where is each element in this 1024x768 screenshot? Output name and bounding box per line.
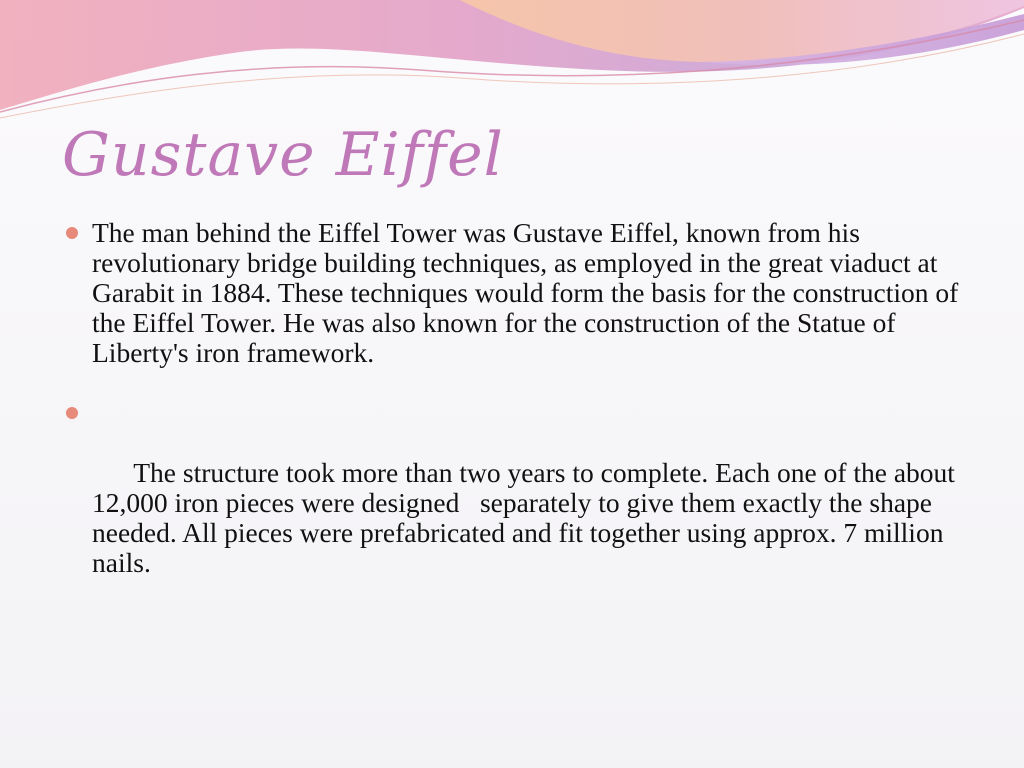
bullet-item	[64, 398, 974, 608]
bullet-text: The structure took more than two years to complete. Each one of the about 12,000 iron pieces were designed separately to give them exactly the shape needed. All pieces were prefabricated and fit together using approx. 7 million nails.	[92, 457, 962, 578]
bullet-item	[64, 218, 974, 368]
decorative-wave-banner	[0, 0, 1024, 130]
bullet-text: The man behind the Eiffel Tower was Gustave Eiffel, known from his revolutionary bridge building techniques, as employed in the great viaduct at Garabit in 1884. These techniques would form the basis for the construction of the Eiffel Tower. He was also known for the construction of the Statue of Liberty's iron framework.	[92, 217, 959, 368]
round-bullet-icon	[66, 227, 78, 239]
round-bullet-icon	[66, 407, 78, 419]
slide-title: Gustave Eiffel	[62, 120, 504, 190]
bullet-list	[64, 218, 974, 638]
